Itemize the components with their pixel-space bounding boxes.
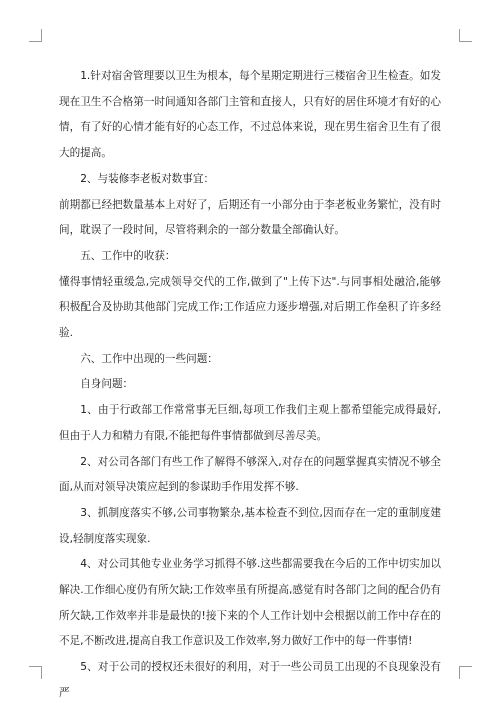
paragraph: 2、对公司各部门有些工作了解得不够深入,对存在的问题掌握真实情况不够全面,从而对领导决策应起到的参谋助手作用发挥不够.: [59, 455, 441, 494]
paragraph: 前期都已经把数量基本上对好了，后期还有一小部分由于李老板业务繁忙，没有时间，耽误了一段时间，尽管将剩余的一部分数量全部确认好。: [59, 198, 441, 237]
paragraph: 六、工作中出现的一些问题：: [80, 352, 218, 365]
crop-mark-bottom-right: [459, 666, 472, 679]
crop-mark-top-right: [459, 29, 472, 42]
crop-mark-bottom-left: [29, 666, 42, 679]
paragraph: 自身问题：: [80, 378, 134, 391]
document-body: [59, 64, 441, 707]
paragraph: 1、由于行政部工作常常事无巨细,每项工作我们主观上都希望能完成得最好,但由于人力和精力有限,不能把每件事情都做到尽善尽美。: [59, 404, 441, 442]
paragraph: 五、工作中的收获：: [80, 249, 176, 262]
paragraph: 2、与装修李老板对数事宜：: [80, 172, 215, 185]
paragraph: 4、对公司其他专业业务学习抓得不够.这些都需要我在今后的工作中切实加以解决.工作细心度仍有所欠缺;工作效率虽有所提高,感觉有时各部门之间的配合仍有所欠缺,工作效率并非是最快的!接下来的个人工作计划中会根据以前工作中存在的不足,不断改进,提高自我工作意识及工作效率,努力做好工作中的每一件事情!: [59, 558, 441, 648]
paragraph: 5、对于公司的授权还未很好的利用，对于一些公司员工出现的不良现象没有严: [59, 661, 441, 699]
crop-mark-top-left: [29, 29, 42, 42]
paragraph: 3、抓制度落实不够,公司事物繁杂,基本检查不到位,因而存在一定的重制度建设,轻制度落实现象.: [59, 506, 441, 545]
paragraph: 懂得事情轻重缓急,完成领导交代的工作,做到了"上传下达".与同事相处融洽,能够积极配合及协助其他部门完成工作;工作适应力逐步增强,对后期工作垒积了许多经验.: [59, 275, 441, 340]
paragraph: 1.针对宿舍管理要以卫生为根本，每个星期定期进行三楼宿舍卫生检查。如发现在卫生不合格第一时间通知各部门主管和直接人，只有好的居住环境才有好的心情，有了好的心情才能有好的心态工作，不过总体来说，现在男生宿舍卫生有了很大的提高。: [59, 70, 441, 160]
